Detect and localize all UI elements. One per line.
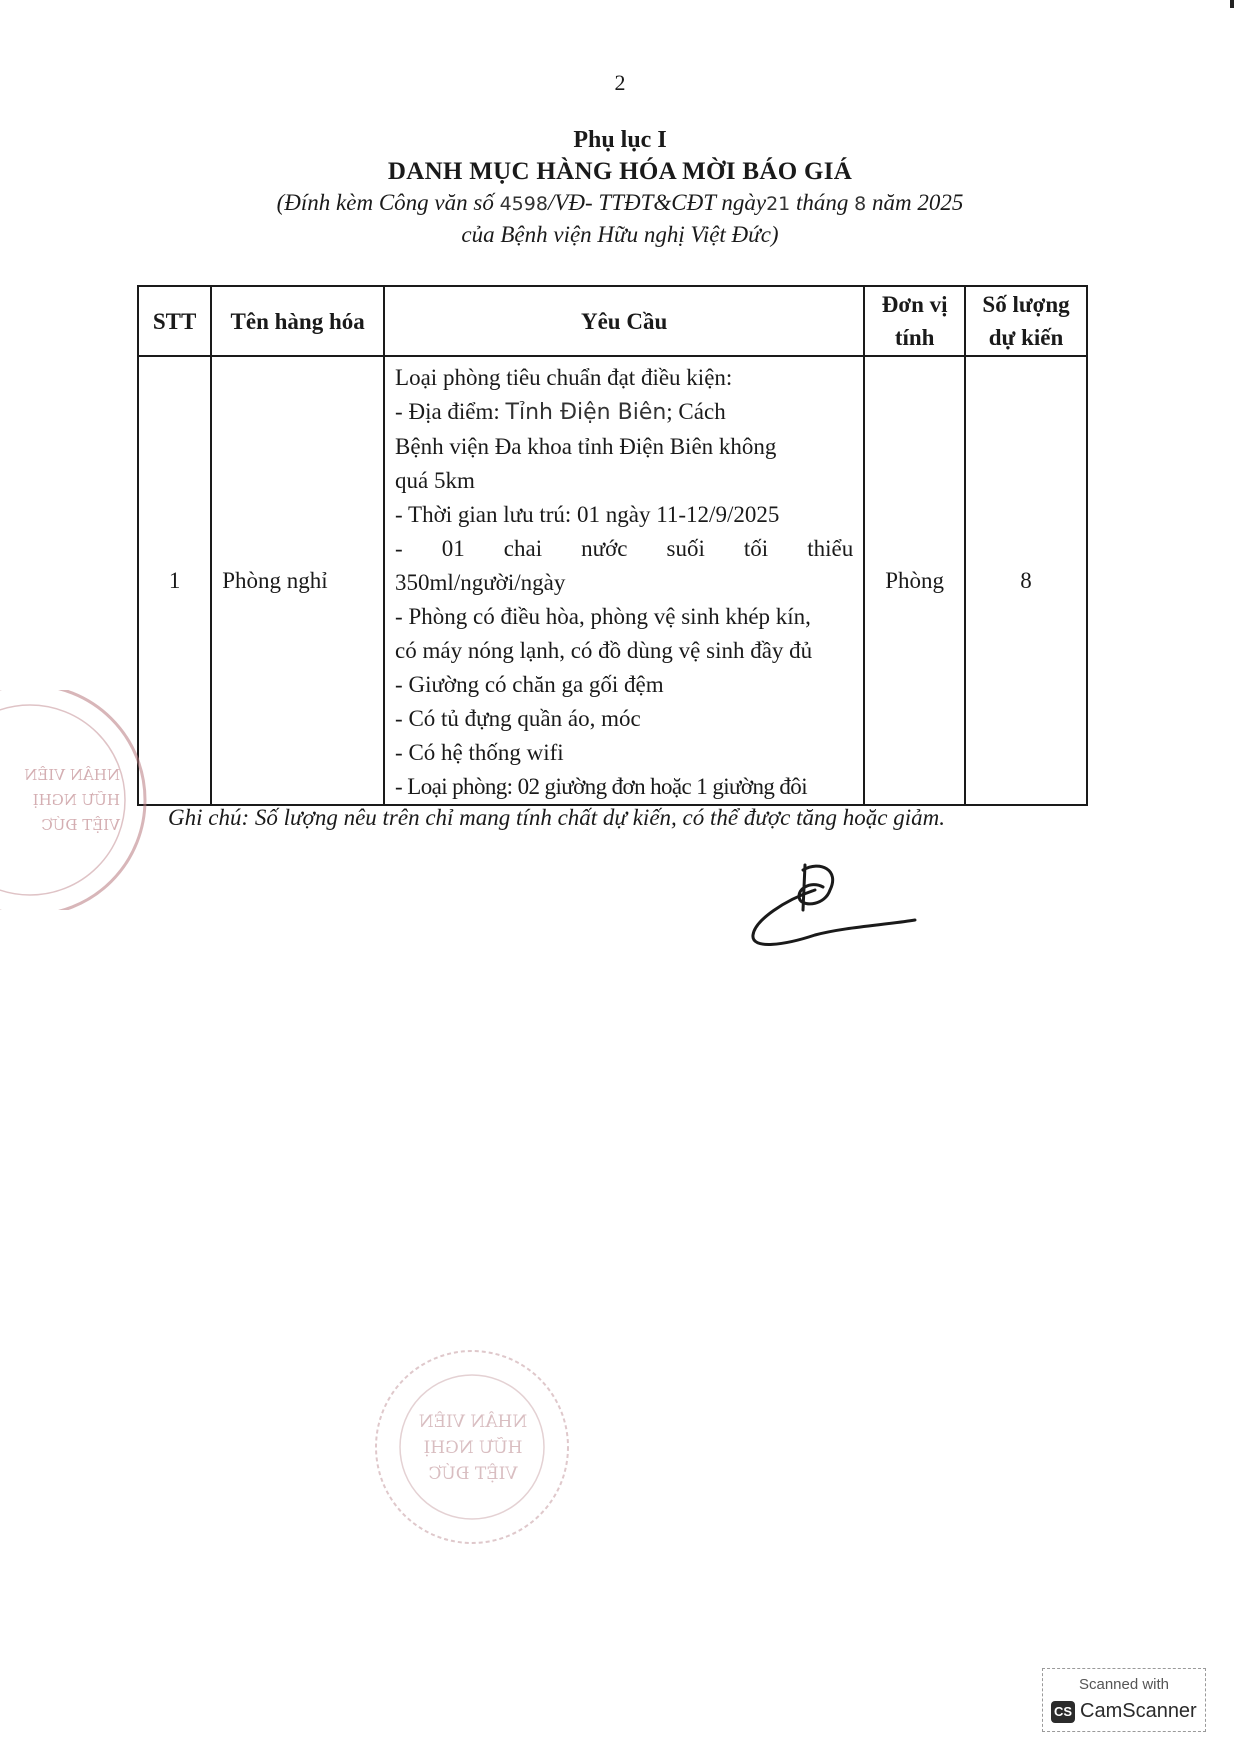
scanner-caption: Scanned with: [1078, 1676, 1170, 1693]
table-header-row: [138, 286, 1087, 356]
seal-stamp-faded: [370, 1345, 575, 1550]
header-name: Tên hàng hóa: [211, 286, 384, 356]
stamp-text-line1: NHÂN VIÊN: [24, 766, 120, 784]
doc-number-handwritten: 4598: [499, 193, 548, 215]
header-qty-line2: dự kiến: [988, 325, 1064, 350]
cell-stt: 1: [138, 356, 211, 805]
month-handwritten: 8: [854, 193, 867, 215]
header-qty-line1: Số lượng: [982, 292, 1070, 317]
stamp-text-line2: HỮU NGHỊ: [32, 791, 120, 809]
requirement-line: - Phòng có điều hòa, phòng vệ sinh khép kín,: [395, 604, 811, 629]
camscanner-logo-icon: CS: [1051, 1701, 1075, 1723]
cell-name: Phòng nghỉ: [211, 356, 384, 805]
document-title: DANH MỤC HÀNG HÓA MỜI BÁO GIÁ: [387, 158, 853, 185]
requirement-line: - Thời gian lưu trú: 01 ngày 11-12/9/2025: [395, 502, 780, 527]
requirement-line: có máy nóng lạnh, có đồ dùng vệ sinh đầy đủ: [395, 638, 813, 663]
requirement-line: Loại phòng tiêu chuẩn đạt điều kiện:: [395, 365, 733, 390]
stamp-text-line3: VIỆT ĐỨC: [41, 816, 120, 834]
cell-unit: Phòng: [864, 356, 965, 805]
subtitle-text-2: /VĐ- TTĐT&CĐT ngày: [547, 190, 767, 215]
camscanner-badge: [1042, 1668, 1206, 1732]
stamp-center-line2: HỮU NGHỊ: [423, 1438, 523, 1458]
requirement-line: 350ml/người/ngày: [395, 570, 566, 595]
header-unit-line2: tính: [894, 325, 935, 350]
cell-quantity: 8: [965, 356, 1087, 805]
header-unit: [864, 286, 965, 356]
page-edge-mark: [1230, 0, 1234, 8]
requirement-line: quá 5km: [395, 468, 475, 493]
table-row: [138, 356, 1087, 805]
goods-table: [137, 285, 1088, 806]
subtitle-text-3: tháng: [790, 190, 855, 215]
requirement-line: Bệnh viện Đa khoa tỉnh Điện Biên không: [395, 434, 777, 459]
header-quantity: [965, 286, 1087, 356]
requirement-line-location: [395, 395, 853, 430]
requirement-line: - Loại phòng: 02 giường đơn hoặc 1 giường đôi: [395, 774, 808, 799]
stamp-center-line1: NHÂN VIÊN: [418, 1412, 528, 1432]
day-handwritten: 21: [766, 193, 791, 215]
subtitle-text-4: năm 2025: [866, 190, 964, 215]
signature-image: [745, 855, 925, 965]
appendix-heading: Phụ lục I: [573, 127, 667, 153]
page-number: 2: [614, 70, 626, 95]
requirement-line: - Giường có chăn ga gối đệm: [395, 672, 664, 697]
camscanner-brand: CamScanner: [1080, 1700, 1197, 1722]
location-handwritten: Tỉnh Điện Biên: [505, 400, 667, 425]
location-label: - Địa điểm:: [395, 399, 506, 424]
cell-requirements: [384, 356, 864, 805]
seal-stamp-partial: [0, 690, 160, 910]
subtitle-line-2: của Bệnh viện Hữu nghị Việt Đức): [461, 222, 779, 247]
header-unit-line1: Đơn vị: [881, 292, 948, 317]
subtitle-line-1: [0, 190, 1240, 216]
location-suffix: ; Cách: [666, 399, 726, 424]
requirement-line: - Có hệ thống wifi: [395, 740, 564, 765]
requirement-line: - 01 chai nước suối tối thiểu: [395, 536, 854, 561]
header-requirements: Yêu Cầu: [384, 286, 864, 356]
subtitle-text-1: (Đính kèm Công văn số: [276, 190, 500, 215]
header-stt: STT: [138, 286, 211, 356]
stamp-center-line3: VIỆT ĐỨC: [428, 1464, 518, 1484]
footnote: Ghi chú: Số lượng nêu trên chỉ mang tính chất dự kiến, có thể được tăng hoặc giảm.: [168, 805, 945, 830]
requirement-line: - Có tủ đựng quần áo, móc: [395, 706, 641, 731]
